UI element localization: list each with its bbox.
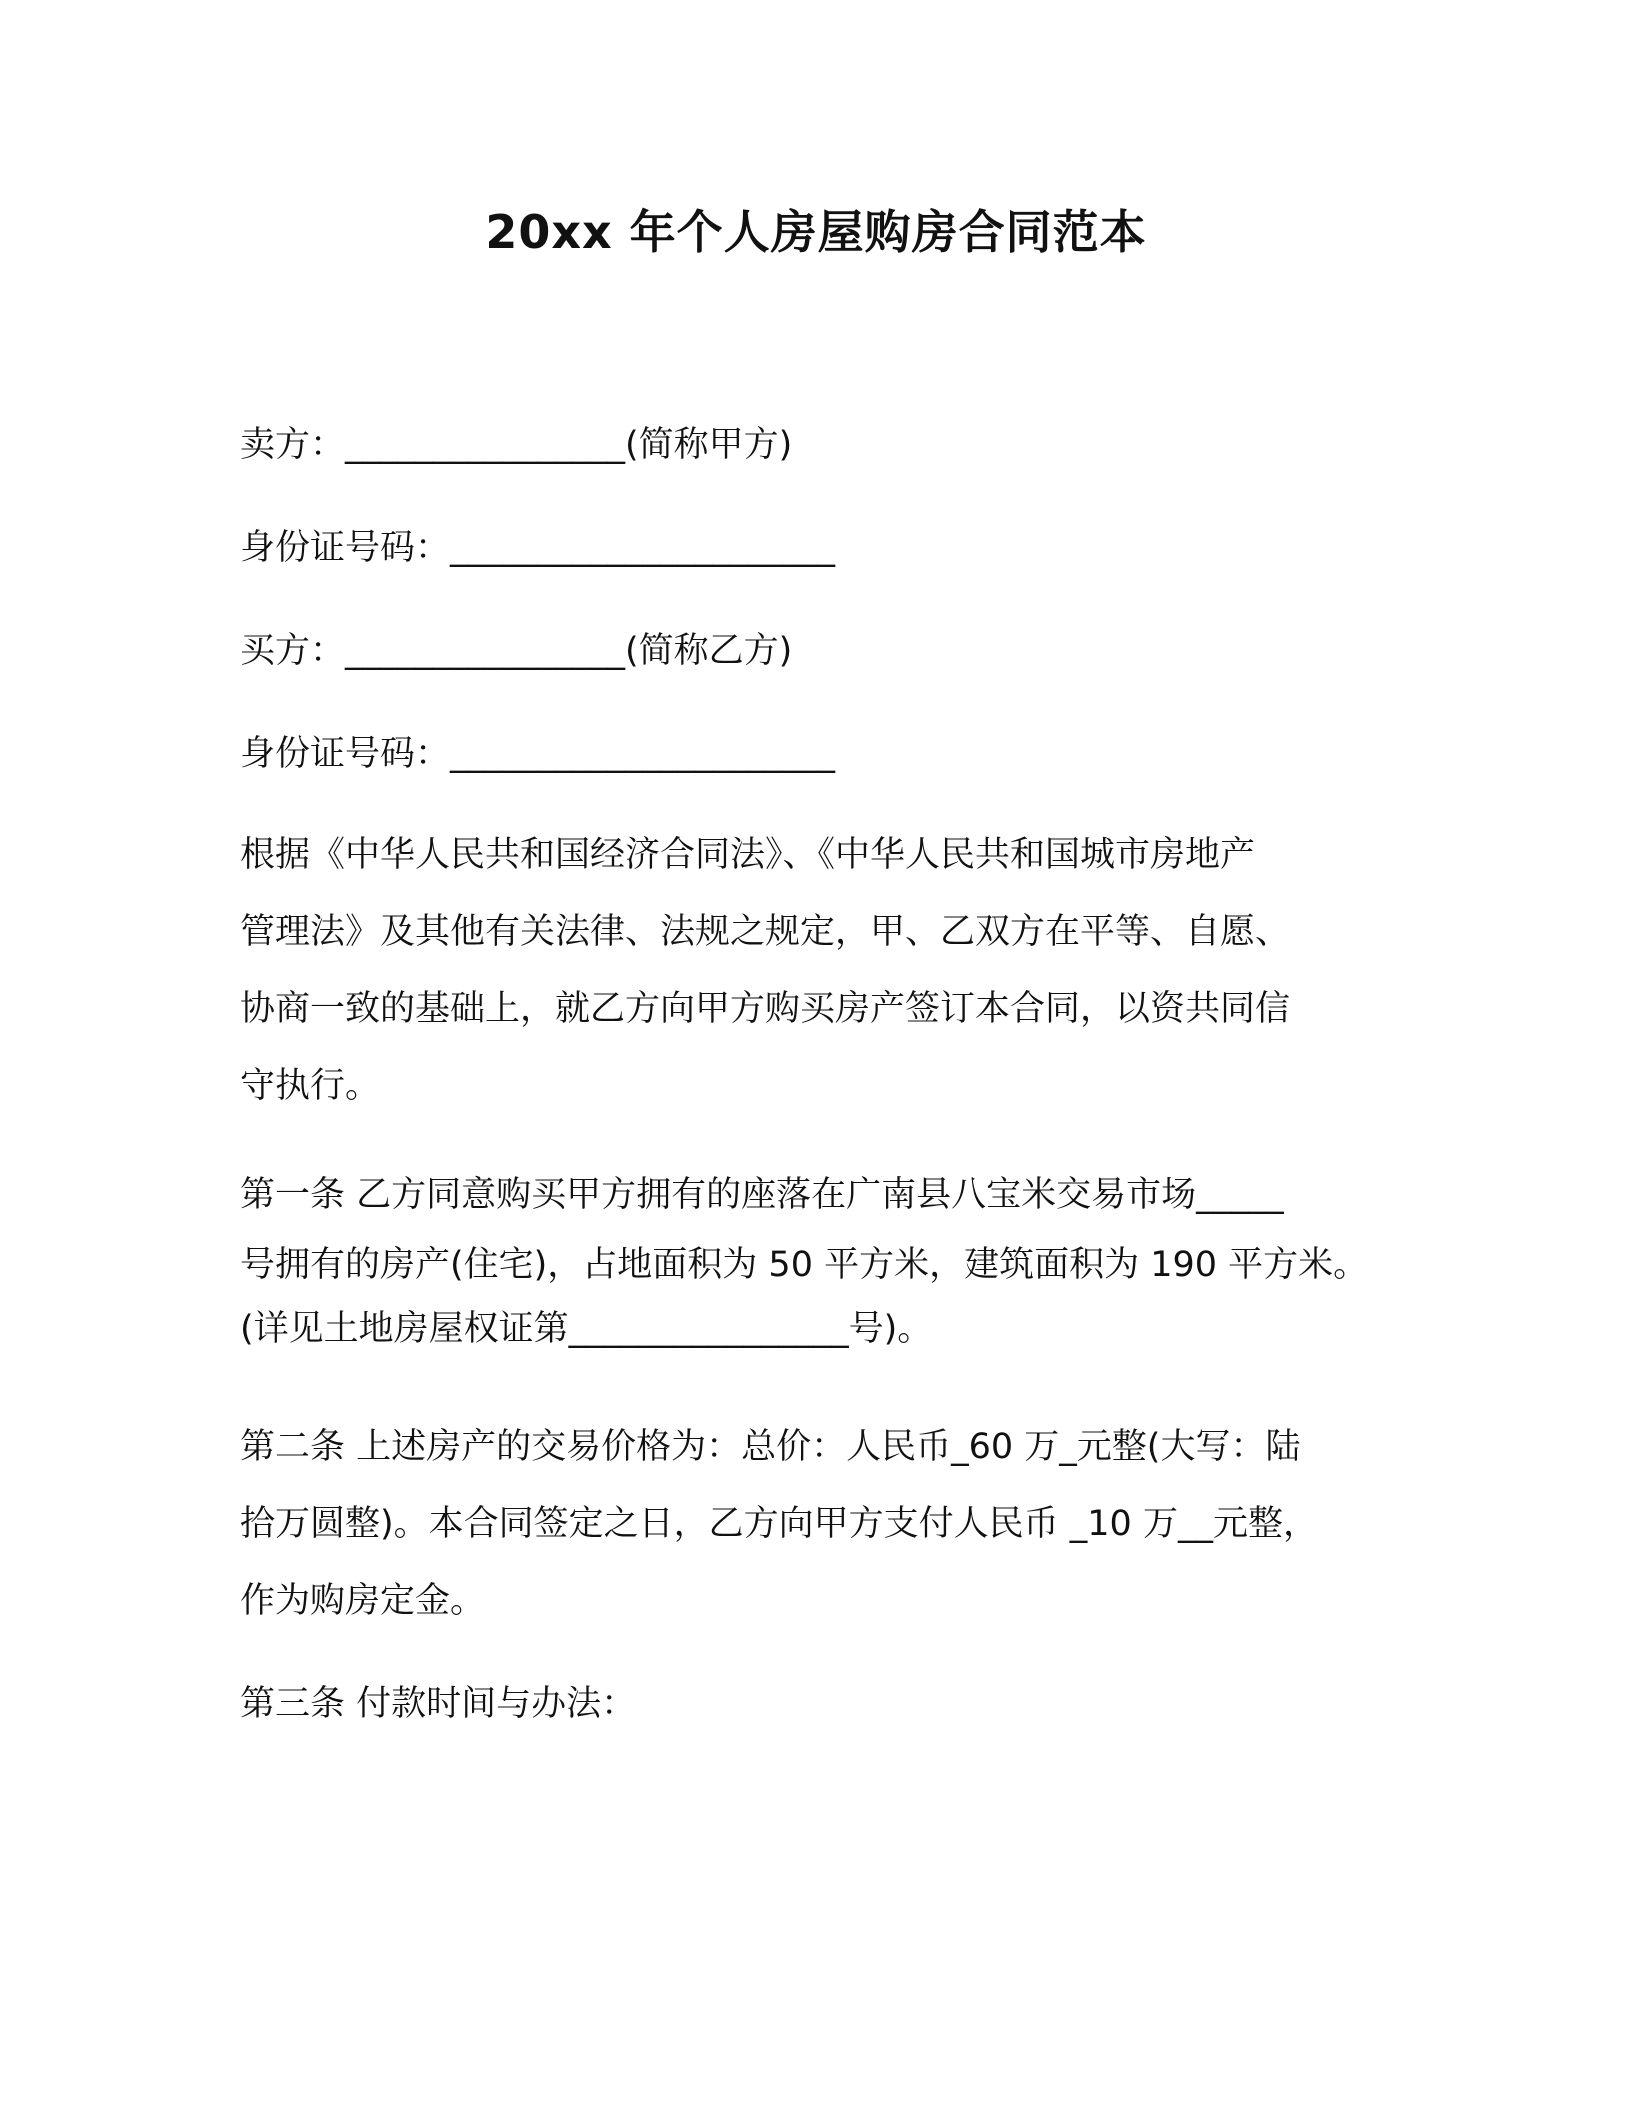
seller-id-line: 身份证号码：______________________ — [240, 528, 836, 568]
article-1-line: (详见土地房屋权证第________________号)。 — [240, 1309, 933, 1349]
article-2-line: 第二条 上述房产的交易价格为：总价：人民币_60 万_元整(大写：陆 — [240, 1427, 1301, 1467]
preamble-line: 协商一致的基础上，就乙方向甲方购买房产签订本合同，以资共同信 — [240, 989, 1291, 1029]
article-2-line: 作为购房定金。 — [240, 1581, 486, 1621]
document-title: 20xx 年个人房屋购房合同范本 — [485, 205, 1147, 259]
preamble-line: 根据《中华人民共和国经济合同法》、《中华人民共和国城市房地产 — [240, 835, 1256, 875]
preamble-line: 管理法》及其他有关法律、法规之规定，甲、乙双方在平等、自愿、 — [240, 912, 1291, 952]
article-3-heading: 第三条 付款时间与办法： — [240, 1684, 637, 1724]
article-2-line: 拾万圆整)。本合同签定之日，乙方向甲方支付人民币 _10 万__元整， — [240, 1504, 1318, 1544]
buyer-line: 买方：________________(简称乙方) — [240, 631, 793, 671]
seller-line: 卖方：________________(简称甲方) — [240, 425, 793, 465]
article-2-paragraph — [240, 1427, 1410, 1661]
preamble-line: 守执行。 — [240, 1066, 381, 1106]
article-1-line: 号拥有的房产(住宅)，占地面积为 50 平方米，建筑面积为 190 平方米。 — [240, 1245, 1369, 1285]
buyer-id-line: 身份证号码：______________________ — [240, 734, 836, 774]
preamble-paragraph — [240, 835, 1410, 1146]
article-1-line: 第一条 乙方同意购买甲方拥有的座落在广南县八宝米交易市场_____ — [240, 1175, 1284, 1215]
article-1-paragraph — [240, 1175, 1410, 1376]
